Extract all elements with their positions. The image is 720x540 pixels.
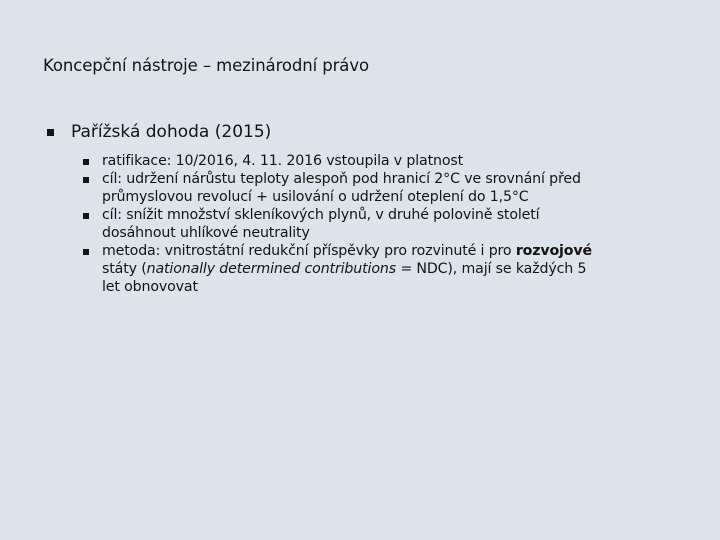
square-bullet-icon [47, 129, 54, 136]
square-bullet-icon [83, 213, 89, 219]
bullet-item-paris-agreement [47, 120, 687, 144]
text-line: cíl: snížit množství skleníkových plynů, v druhé polovině století [102, 207, 540, 223]
sub-bullet-text [102, 242, 682, 296]
text-line: cíl: udržení nárůstu teploty alespoň pod hranicí 2°C ve srovnání před [102, 171, 581, 187]
sub-bullet-item [83, 206, 683, 242]
text-run: státy ( [102, 261, 147, 277]
text-line: ratifikace: 10/2016, 4. 11. 2016 vstoupila v platnost [102, 153, 464, 169]
sub-bullet-text [102, 206, 682, 242]
square-bullet-icon [83, 177, 89, 183]
bullet-list [47, 120, 687, 296]
bullet-label: Pařížská dohoda (2015) [71, 122, 272, 142]
slide-title: Koncepční nástroje – mezinárodní právo [43, 56, 369, 75]
sub-bullet-text [102, 170, 682, 206]
square-bullet-icon [83, 249, 89, 255]
text-line [102, 260, 682, 278]
sub-bullet-list [83, 152, 683, 296]
sub-bullet-item [83, 152, 683, 170]
italic-text: nationally determined contributions [146, 261, 396, 277]
sub-bullet-text [102, 152, 682, 170]
sub-bullet-item [83, 170, 683, 206]
bold-text: rozvojové [515, 243, 592, 259]
text-line: dosáhnout uhlíkové neutrality [102, 225, 310, 241]
text-run: = NDC), mají se každých 5 [395, 261, 587, 277]
text-line: let obnovovat [102, 279, 198, 295]
text-line [102, 242, 682, 260]
text-run: metoda: vnitrostátní redukční příspěvky pro rozvinuté i pro [102, 243, 516, 259]
sub-bullet-item [83, 242, 683, 296]
text-line: průmyslovou revolucí + usilování o udržení oteplení do 1,5°C [102, 189, 529, 205]
square-bullet-icon [83, 159, 89, 165]
